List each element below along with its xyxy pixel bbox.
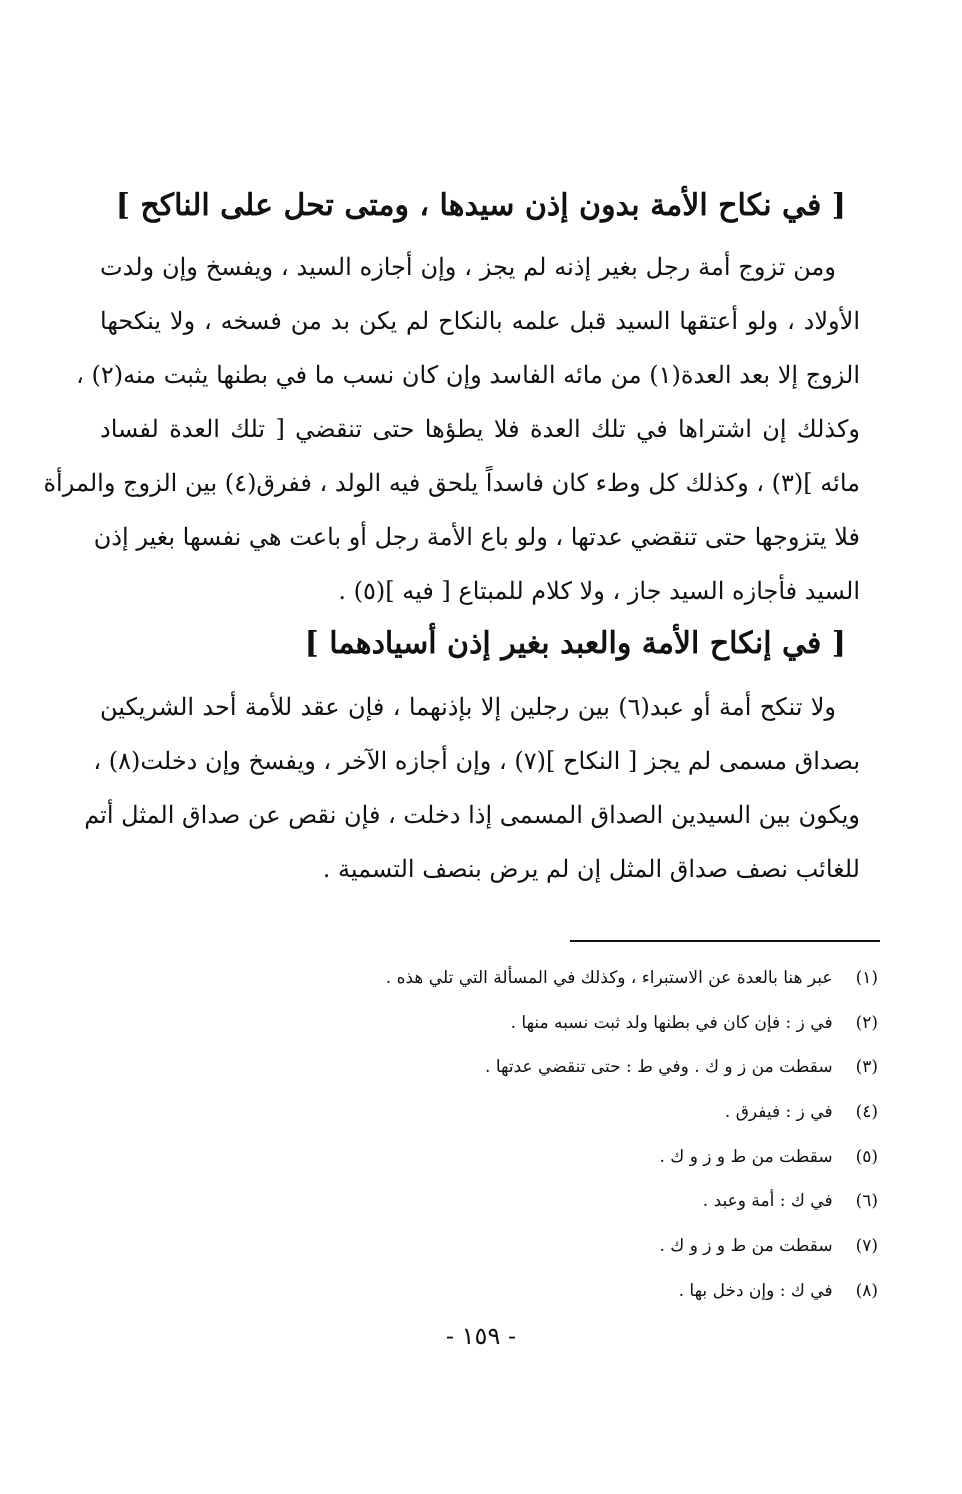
text-line: ويكون بين السيدين الصداق المسمى إذا دخلت ، فإن نقص عن صداق المثل أتم xyxy=(84,801,860,829)
paragraph-1 xyxy=(43,240,860,618)
text-line: بصداق مسمى لم يجز [ النكاح ](٧) ، وإن أجازه الآخر ، ويفسخ وإن دخلت(٨) ، xyxy=(93,747,860,775)
footnote-7 xyxy=(98,1224,878,1269)
footnote-number: (٦) xyxy=(855,1191,878,1212)
footnote-text: سقطت من ز و ك . وفي ط : حتى تنقضي عدتها . xyxy=(485,1057,833,1078)
footnote-4 xyxy=(98,1090,878,1135)
footnote-6 xyxy=(98,1179,878,1224)
paragraph-2 xyxy=(84,680,860,896)
footnote-text: في ز : فيفرق . xyxy=(724,1102,833,1123)
footnote-number: (٢) xyxy=(855,1012,878,1033)
footnote-text: سقطت من ط و ز و ك . xyxy=(659,1236,833,1257)
footnote-number: (٥) xyxy=(855,1146,878,1167)
footnote-text: سقطت من ط و ز و ك . xyxy=(659,1146,833,1167)
page-number: - ١٥٩ - xyxy=(445,1322,517,1350)
section-heading-2: [ في إنكاح الأمة والعبد بغير إذن أسيادهما ] xyxy=(304,626,846,661)
footnote-number: (٣) xyxy=(855,1057,878,1078)
footnote-number: (١) xyxy=(855,968,878,988)
footnotes xyxy=(98,956,878,1314)
footnote-number: (٤) xyxy=(855,1102,878,1123)
text-line: مائه ](٣) ، وكذلك كل وطء كان فاسداً يلحق فيه الولد ، ففرق(٤) بين الزوج والمرأة xyxy=(43,469,860,497)
text-line: الزوج إلا بعد العدة(١) من مائه الفاسد وإن كان نسب ما في بطنها يثبت منه(٢) ، xyxy=(76,361,860,389)
footnote-1 xyxy=(98,956,878,1001)
footnote-separator xyxy=(570,940,880,942)
footnote-text: عبر هنا بالعدة عن الاستبراء ، وكذلك في المسألة التي تلي هذه . xyxy=(385,968,833,988)
text-line: للغائب نصف صداق المثل إن لم يرض بنصف التسمية . xyxy=(322,855,860,883)
text-line: ومن تزوج أمة رجل بغير إذنه لم يجز ، وإن أجازه السيد ، ويفسخ وإن ولدت xyxy=(100,253,836,281)
text-line: الأولاد ، ولو أعتقها السيد قبل علمه بالنكاح لم يكن بد من فسخه ، ولا ينكحها xyxy=(100,307,860,335)
footnote-number: (٨) xyxy=(855,1280,878,1301)
section-heading-1: [ في نكاح الأمة بدون إذن سيدها ، ومتى تحل على الناكح ] xyxy=(115,188,846,223)
footnote-3 xyxy=(98,1045,878,1090)
footnote-number: (٧) xyxy=(855,1236,878,1257)
text-line: وكذلك إن اشتراها في تلك العدة فلا يطؤها حتى تنقضي [ تلك العدة لفساد xyxy=(100,415,860,443)
text-line: فلا يتزوجها حتى تنقضي عدتها ، ولو باع الأمة رجل أو باعت هي نفسها بغير إذن xyxy=(93,523,860,551)
text-line: ولا تنكح أمة أو عبد(٦) بين رجلين إلا بإذنهما ، فإن عقد للأمة أحد الشريكين xyxy=(100,693,836,721)
footnote-text: في ك : وإن دخل بها . xyxy=(678,1280,833,1301)
footnote-5 xyxy=(98,1135,878,1180)
text-line: السيد فأجازه السيد جاز ، ولا كلام للمبتاع [ فيه ](٥) . xyxy=(338,577,860,605)
footnote-text: في ز : فإن كان في بطنها ولد ثبت نسبه منها . xyxy=(510,1012,833,1033)
footnote-8 xyxy=(98,1269,878,1314)
footnote-text: في ك : أمة وعبد . xyxy=(702,1191,833,1212)
footnote-2 xyxy=(98,1001,878,1046)
